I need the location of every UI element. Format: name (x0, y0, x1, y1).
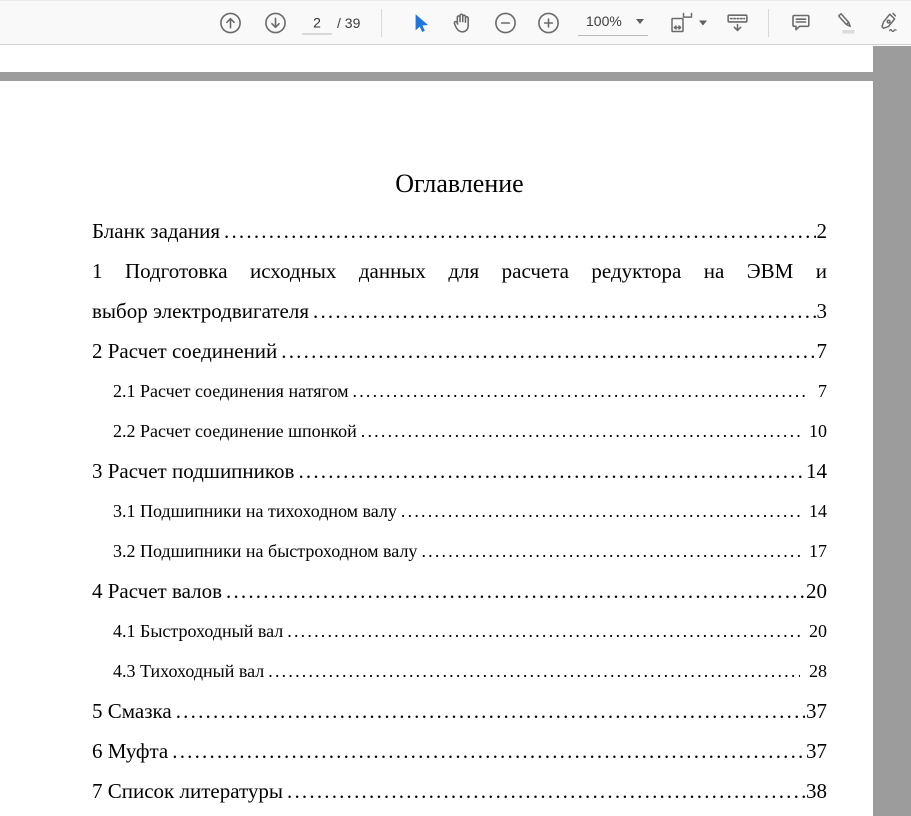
toc-entry (92, 371, 827, 411)
page-total-label: / 39 (337, 14, 361, 31)
page-gap (0, 72, 873, 81)
toc-entry (92, 651, 827, 691)
zoom-level-dropdown[interactable] (578, 10, 648, 36)
toc-entry-page: 37 (806, 699, 827, 723)
toc-word: на (703, 259, 725, 283)
scrolling-mode-icon (724, 9, 751, 36)
select-tool-icon (408, 11, 432, 35)
page-number-input[interactable] (302, 11, 332, 34)
highlighter-icon (833, 10, 859, 36)
page-title: Оглавление (395, 169, 524, 198)
toc-word: для (448, 259, 480, 283)
toc-entry (92, 211, 827, 251)
fill-sign-icon (875, 10, 901, 36)
dot-leader (421, 531, 800, 571)
dot-leader (224, 211, 815, 251)
toc-entry-label: 4.1 Быстроходный вал (113, 621, 284, 641)
toc-entry (92, 451, 827, 491)
pdf-page (0, 81, 873, 816)
page-down-button[interactable] (261, 8, 290, 37)
toc-entry-page: 17 (809, 541, 827, 561)
toc-entry-page: 7 (816, 339, 827, 363)
fill-sign-button[interactable] (873, 8, 903, 38)
zoom-dropdown-caret (636, 19, 644, 24)
toc-entry-line1 (92, 251, 827, 291)
toc-word: данных (358, 259, 426, 283)
toc-entry-label: 2.1 Расчет соединения натягом (113, 381, 349, 401)
dot-leader (287, 771, 805, 811)
toc-word: редуктора (591, 259, 682, 283)
toc-entry-label: 3.2 Подшипники на быстроходном валу (113, 541, 418, 561)
dot-leader (281, 331, 815, 371)
toc-entry-label: 6 Муфта (92, 739, 169, 763)
page-up-icon (218, 10, 243, 35)
viewer-background (873, 46, 911, 816)
page-up-button[interactable] (216, 8, 245, 37)
dot-leader (401, 491, 800, 531)
toc-entry-page: 14 (806, 459, 827, 483)
toc-entry (92, 331, 827, 371)
previous-page-bottom (0, 46, 873, 72)
toc-entry-page: 10 (809, 421, 827, 441)
dot-leader (172, 731, 805, 771)
dot-leader (268, 651, 800, 691)
toc-entry-label: 4.3 Тихоходный вал (113, 661, 265, 681)
dot-leader (313, 291, 815, 331)
toc-entry (92, 411, 827, 451)
toc-entry-label: 3.1 Подшипники на тихоходном валу (113, 501, 397, 521)
highlighter-button[interactable] (831, 8, 861, 38)
toc-entry (92, 771, 827, 811)
toc-list (92, 211, 827, 811)
toolbar-divider (768, 9, 769, 37)
toc-entry-label: 4 Расчет валов (92, 579, 222, 603)
toc-entry-page: 20 (809, 621, 827, 641)
toc-entry-label: 3 Расчет подшипников (92, 459, 295, 483)
toc-entry-label: 2 Расчет соединений (92, 339, 278, 363)
toc-entry-page: 14 (809, 501, 827, 521)
toolbar-divider (381, 9, 382, 37)
toc-entry-line2 (92, 291, 827, 331)
toc-entry-page: 38 (806, 779, 827, 803)
toc-entry-page: 3 (816, 299, 827, 323)
comment-icon (788, 10, 814, 36)
toc-word: Подготовка (124, 259, 228, 283)
zoom-level-value: 100% (586, 13, 622, 29)
toc-word: расчета (501, 259, 569, 283)
toc-entry-page: 20 (806, 579, 827, 603)
dot-leader (298, 451, 805, 491)
toc-entry-label: Бланк задания (92, 219, 221, 243)
fit-width-dropdown-caret (699, 20, 707, 25)
toc-word: и (815, 259, 827, 283)
zoom-in-button[interactable] (534, 8, 563, 37)
dot-leader (176, 691, 805, 731)
toc-word: ЭВМ (746, 259, 794, 283)
comment-button[interactable] (786, 8, 816, 38)
fit-width-icon (668, 9, 695, 36)
dot-leader (287, 611, 800, 651)
dot-leader (361, 411, 800, 451)
zoom-out-icon (493, 10, 518, 35)
dot-leader (353, 371, 809, 411)
toc-entry-page: 37 (806, 739, 827, 763)
toc-entry (92, 731, 827, 771)
toc-entry (92, 691, 827, 731)
toc-entry-page: 2 (816, 219, 827, 243)
toc-entry (92, 531, 827, 571)
toc-entry-page: 28 (809, 661, 827, 681)
toc-entry (92, 611, 827, 651)
select-tool-button[interactable] (406, 9, 434, 37)
toc-entry-label: 7 Список литературы (92, 779, 284, 803)
page-down-icon (263, 10, 288, 35)
pdf-toolbar (0, 0, 911, 45)
document-viewer (0, 46, 911, 816)
toc-entry (92, 491, 827, 531)
toc-word: исходных (249, 259, 337, 283)
toc-entry-page: 7 (818, 381, 827, 401)
toc-word: 1 (92, 259, 103, 283)
toc-entry-label: 5 Смазка (92, 699, 172, 723)
zoom-in-icon (536, 10, 561, 35)
dot-leader (226, 571, 805, 611)
hand-tool-button[interactable] (447, 8, 476, 37)
toc-entry-label: 2.2 Расчет соединение шпонкой (113, 421, 357, 441)
scrolling-mode-button[interactable] (722, 7, 753, 38)
zoom-out-button[interactable] (491, 8, 520, 37)
toc-entry-label: выбор электродвигателя (92, 299, 310, 323)
toc-entry (92, 571, 827, 611)
fit-width-button[interactable] (666, 7, 709, 38)
hand-tool-icon (449, 10, 474, 35)
